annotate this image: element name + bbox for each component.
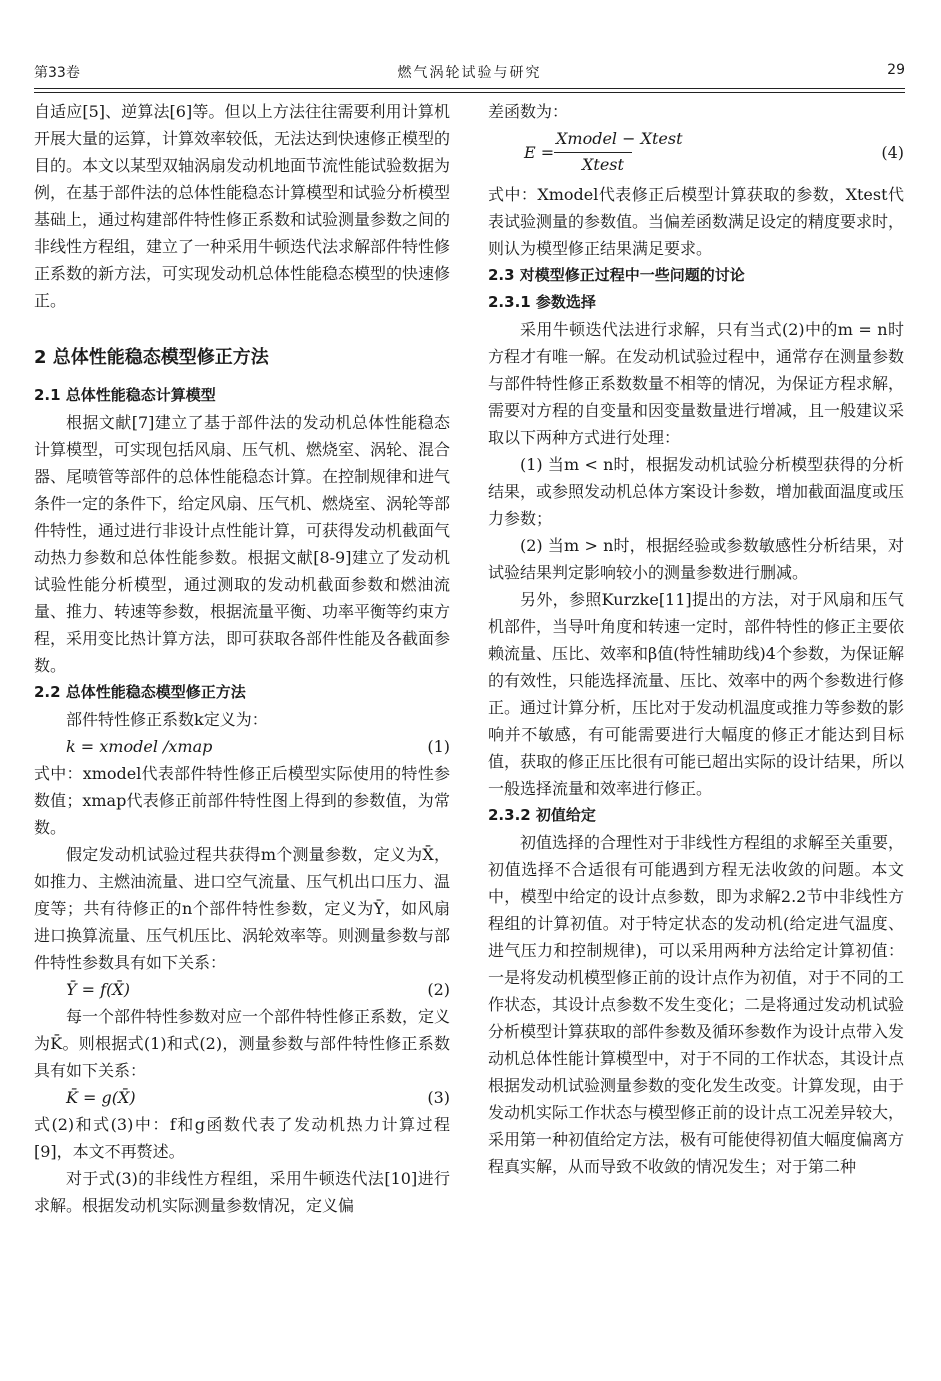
section-2-3-2-heading: 2.3.2 初值给定 — [488, 806, 596, 824]
equation-3-body: K̄ = g(X̄) — [66, 1088, 136, 1107]
equation-4-number: (4) — [881, 143, 904, 162]
equation-2 — [34, 976, 450, 1003]
equation-3-explanation: 式(2)和式(3)中：f和g函数代表了发动机热力计算过程[9]，本文不再赘述。 — [34, 1115, 450, 1161]
page-number: 29 — [887, 62, 905, 78]
equation-2-number: (2) — [427, 980, 450, 999]
list-item-1: (1) 当m < n时，根据发动机试验分析模型获得的分析结果，或参照发动机总体方案设计参数，增加截面温度或压力参数； — [488, 455, 905, 528]
section-2-heading: 2 总体性能稳态模型修正方法 — [34, 347, 269, 368]
equation-4-explanation: 式中：Xmodel代表修正后模型计算获取的参数，Xtest代表试验测量的参数值。当偏差函数满足设定的精度要求时，则认为模型修正结果满足要求。 — [488, 185, 905, 258]
equation-3 — [34, 1084, 450, 1111]
assumption-paragraph: 假定发动机试验过程共获得m个测量参数，定义为X̄，如推力、主燃油流量、进口空气流量、压气机出口压力、温度等；共有待修正的n个部件特性参数，定义为Ȳ，如风扇进口换算流量、压气机压比、涡轮效率等。则测量参数与部件特性参数具有如下关系： — [34, 845, 451, 972]
list-item-2: (2) 当m > n时，根据经验或参数敏感性分析结果，对试验结果判定影响较小的测量参数进行删减。 — [488, 536, 904, 582]
equation-4 — [488, 125, 904, 181]
right-column — [488, 98, 904, 1180]
fraction-bar — [554, 152, 632, 153]
equation-1-number: (1) — [427, 737, 450, 756]
equation-1-explanation: 式中：xmodel代表部件特性修正后模型实际使用的特性参数值；xmap代表修正前部件特性图上得到的参数值，为常数。 — [34, 764, 450, 837]
header-rule-thin — [34, 92, 905, 93]
equation-1 — [34, 733, 450, 760]
volume-label: 第33卷 — [34, 65, 80, 81]
equation-2-body: Ȳ = f(X̄) — [66, 980, 130, 999]
section-2-3-1-paragraph: 采用牛顿迭代法进行求解，只有当式(2)中的m = n时方程才有唯一解。在发动机试验过程中，通常存在测量参数与部件特性修正系数数量不相等的情况，为保证方程求解，需要对方程的自变量和因变量数量进行增减，且一般建议采取以下两种方式进行处理： — [488, 320, 905, 447]
page-header — [34, 62, 905, 84]
intro-paragraph: 自适应[5]、逆算法[6]等。但以上方法往往需要利用计算机开展大量的运算，计算效率较低，无法达到快速修正模型的目的。本文以某型双轴涡扇发动机地面节流性能试验数据为例，在基于部件法的总体性能稳态计算模型和试验分析模型基础上，通过构建部件特性修正系数和试验测量参数之间的非线性方程组，建立了一种采用牛顿迭代法求解部件特性修正系数的新方法，可实现发动机总体性能稳态模型的快速修正。 — [34, 102, 451, 310]
equation-4-denominator: Xtest — [582, 155, 624, 174]
section-2-3-2-paragraph: 初值选择的合理性对于非线性方程组的求解至关重要，初值选择不合适很有可能遇到方程无法收敛的问题。本文中，模型中给定的设计点参数，即为求解2.2节中非线性方程组的计算初值。对于特定状态的发动机(给定进气温度、进气压力和控制规律)，可以采用两种方法给定计算初值：一是将发动机模型修正前的设计点作为初值，对于不同的工作状态，其设计点参数不发生变化；二是将通过发动机试验分析模型计算获取的部件参数及循环参数作为设计点带入发动机总体性能计算模型中，对于不同的工作状态，其设计点根据发动机试验测量参数的变化发生改变。计算发现，由于发动机实际工作状态与模型修正前的设计点工况差异较大，采用第一种初值给定方法，极有可能使得初值大幅度偏离方程真实解，从而导致不收敛的情况发生；对于第二种 — [488, 833, 905, 1176]
section-2-2-heading: 2.2 总体性能稳态模型修正方法 — [34, 683, 246, 701]
journal-title: 燃气涡轮试验与研究 — [397, 65, 542, 81]
section-2-3-1-heading: 2.3.1 参数选择 — [488, 293, 596, 311]
section-2-3-heading: 2.3 对模型修正过程中一些问题的讨论 — [488, 266, 745, 284]
kurzke-paragraph: 另外，参照Kurzke[11]提出的方法，对于风扇和压气机部件，当导叶角度和转速一定时，部件特性的修正主要依赖流量、压比、效率和β值(特性辅助线)4个参数，为保证解的有效性，只能选择流量、压比、效率中的两个参数进行修正。通过计算分析，压比对于发动机温度或推力等参数的影响并不敏感，有可能需要进行大幅度的修正才能达到目标值，获取的修正压比很有可能已超出实际的设计结果，所以一般选择流量和效率进行修正。 — [488, 590, 905, 798]
equation-4-lhs: E = — [524, 143, 555, 162]
section-2-1-heading: 2.1 总体性能稳态计算模型 — [34, 386, 216, 404]
equation-4-numerator: Xmodel − Xtest — [556, 129, 683, 148]
newton-paragraph: 对于式(3)的非线性方程组，采用牛顿迭代法[10]进行求解。根据发动机实际测量参数情况，定义偏 — [34, 1169, 450, 1215]
equation-3-number: (3) — [427, 1088, 450, 1107]
coefficient-definition: 部件特性修正系数k定义为： — [66, 710, 268, 729]
section-2-1-paragraph: 根据文献[7]建立了基于部件法的发动机总体性能稳态计算模型，可实现包括风扇、压气机、燃烧室、涡轮、混合器、尾喷管等部件的总体性能稳态计算。在控制规律和进气条件一定的条件下，给定风扇、压气机、燃烧室、涡轮等部件特性，通过进行非设计点性能计算，可获得发动机截面气动热力参数和总体性能参数。根据文献[8-9]建立了发动机试验性能分析模型，通过测取的发动机截面参数和燃油流量、推力、转速等参数，根据流量平衡、功率平衡等约束方程，采用变比热计算方法，即可获取各部件性能及各截面参数。 — [34, 413, 451, 675]
equation-1-body: k = xmodel /xmap — [66, 737, 213, 756]
header-rule-thick — [34, 88, 905, 89]
left-column — [34, 98, 450, 1219]
coefficient-relation-paragraph: 每一个部件特性参数对应一个部件特性修正系数，定义为K̄。则根据式(1)和式(2)，测量参数与部件特性修正系数具有如下关系： — [34, 1007, 451, 1080]
continuation-line: 差函数为： — [488, 102, 569, 121]
